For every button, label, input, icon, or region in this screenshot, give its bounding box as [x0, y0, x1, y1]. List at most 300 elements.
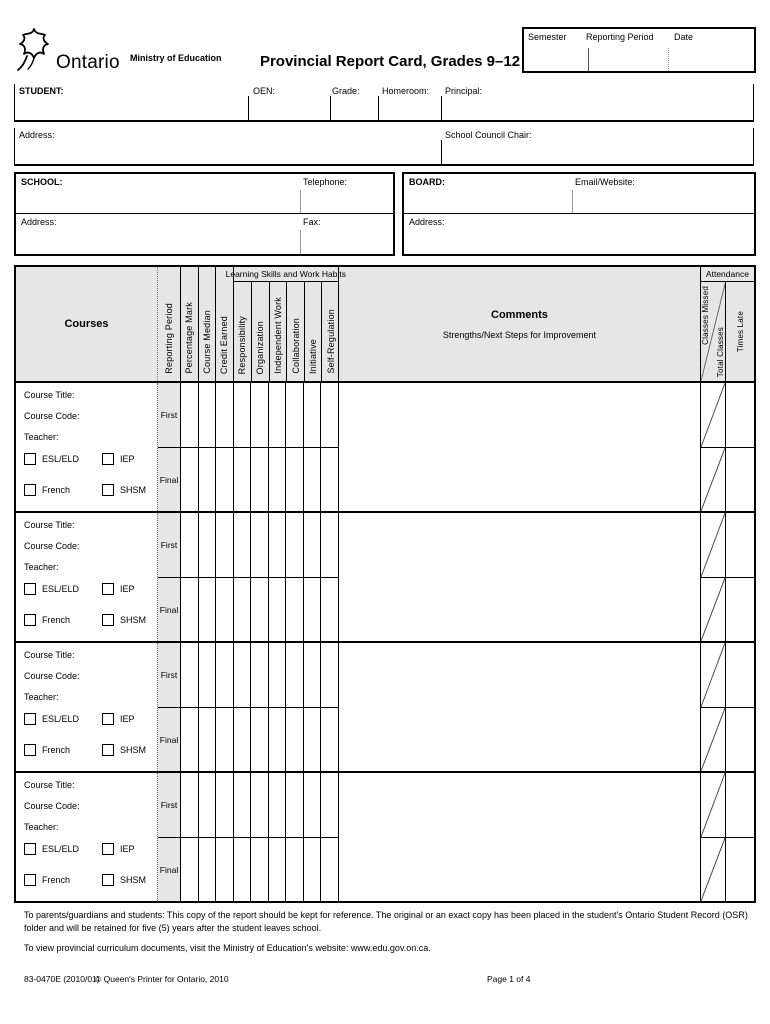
student-info-box: [14, 84, 754, 122]
responsibility-cell[interactable]: [234, 707, 251, 771]
percentage-mark-column-header: [180, 267, 198, 381]
report-card-table: [14, 265, 756, 903]
table-header: [16, 267, 754, 381]
iep-checkbox[interactable]: [102, 713, 114, 725]
self-regulation-column-header: [321, 282, 339, 381]
iep-checkbox[interactable]: [102, 583, 114, 595]
page-title: Provincial Report Card, Grades 9–12: [259, 53, 521, 70]
self-regulation-column: [320, 643, 338, 771]
french-label: French: [42, 615, 71, 625]
french-checkbox[interactable]: [24, 744, 36, 756]
classes-missed-total-cell[interactable]: [701, 513, 725, 577]
course-code-label: Course Code:: [24, 541, 80, 551]
self-regulation-cell[interactable]: [321, 513, 338, 577]
independent-work-cell[interactable]: [269, 837, 286, 901]
responsibility-column: [233, 643, 251, 771]
teacher-label: Teacher:: [24, 432, 59, 442]
reporting-period-label: Reporting Period: [586, 32, 654, 42]
student-address-field[interactable]: [15, 140, 441, 164]
self-regulation-column: [320, 513, 338, 641]
credit-earned-cell[interactable]: [216, 707, 233, 771]
initiative-column: [303, 773, 321, 901]
comments-cell[interactable]: [338, 513, 700, 641]
ontario-wordmark: Ontario: [56, 52, 120, 73]
responsibility-cell[interactable]: [234, 773, 251, 837]
diagonal-divider: [701, 708, 725, 771]
first-label: First: [160, 540, 178, 550]
comments-cell[interactable]: [338, 383, 700, 511]
independent-work-column: [268, 513, 286, 641]
comments-header-cell: [338, 267, 700, 381]
board-name-field[interactable]: [404, 186, 572, 213]
telephone-field[interactable]: [301, 186, 393, 213]
diagonal-divider: [701, 513, 725, 577]
responsibility-cell[interactable]: [234, 513, 251, 577]
diagonal-divider: [701, 773, 725, 837]
percentage-mark-cell[interactable]: [181, 577, 198, 641]
classes-missed-label: Classes Missed: [700, 286, 710, 345]
iep-label: IEP: [120, 454, 135, 464]
student-name-field[interactable]: [15, 96, 248, 120]
board-row: [404, 174, 754, 214]
fax-label: Fax:: [303, 217, 321, 227]
learning-skills-columns: [234, 282, 338, 381]
independent-work-cell[interactable]: [269, 383, 286, 447]
comments-subtitle: Strengths/Next Steps for Improvement: [442, 329, 596, 340]
credit-earned-cell[interactable]: [216, 447, 233, 511]
esl-eld-label: ESL/ELD: [42, 584, 80, 594]
shsm-label: SHSM: [120, 485, 147, 495]
principal-field[interactable]: [442, 96, 753, 120]
oen-label: OEN:: [253, 86, 276, 96]
credit-earned-cell[interactable]: [216, 577, 233, 641]
classes-missed-total-cell[interactable]: [701, 577, 725, 641]
self-regulation-cell[interactable]: [321, 383, 338, 447]
iep-checkbox[interactable]: [102, 453, 114, 465]
french-checkbox-group[interactable]: [24, 744, 70, 756]
credit-earned-column-label: Credit Earned: [219, 315, 230, 374]
course-row: [16, 641, 754, 771]
course-info-cell: [16, 383, 157, 511]
responsibility-cell[interactable]: [234, 383, 251, 447]
organization-column: [250, 513, 268, 641]
collaboration-column: [285, 643, 303, 771]
first-label: First: [160, 800, 178, 810]
times-late-column: [725, 513, 754, 641]
esl-eld-label: ESL/ELD: [42, 714, 80, 724]
percentage-mark-cell[interactable]: [181, 383, 198, 447]
collaboration-column-label: Collaboration: [290, 318, 301, 374]
final-period-label-cell: [158, 577, 180, 641]
independent-work-cell[interactable]: [269, 577, 286, 641]
percentage-mark-column-label: Percentage Mark: [184, 302, 195, 374]
esl-eld-checkbox-group[interactable]: [24, 453, 79, 465]
french-checkbox[interactable]: [24, 614, 36, 626]
shsm-label: SHSM: [120, 615, 147, 625]
course-median-cell[interactable]: [199, 447, 216, 511]
times-late-column: [725, 773, 754, 901]
collaboration-cell[interactable]: [286, 773, 303, 837]
responsibility-cell[interactable]: [234, 577, 251, 641]
course-median-cell[interactable]: [199, 383, 216, 447]
reporting-period-column: [157, 643, 180, 771]
iep-checkbox-group[interactable]: [102, 713, 135, 725]
self-regulation-cell[interactable]: [321, 837, 338, 901]
first-period-label-cell: [158, 513, 180, 577]
self-regulation-cell[interactable]: [321, 643, 338, 707]
course-title-label: Course Title:: [24, 520, 75, 530]
board-address-row: [404, 214, 754, 254]
initiative-column: [303, 643, 321, 771]
shsm-checkbox-group[interactable]: [102, 614, 146, 626]
esl-eld-checkbox-group[interactable]: [24, 843, 79, 855]
french-checkbox[interactable]: [24, 484, 36, 496]
course-median-cell[interactable]: [199, 577, 216, 641]
homeroom-label: Homeroom:: [382, 86, 430, 96]
organization-cell[interactable]: [251, 513, 268, 577]
classes-missed-total-column: [700, 513, 725, 641]
classes-missed-total-column: [700, 643, 725, 771]
self-regulation-cell[interactable]: [321, 773, 338, 837]
course-median-cell[interactable]: [199, 513, 216, 577]
initiative-cell[interactable]: [304, 383, 321, 447]
school-label: SCHOOL:: [21, 177, 63, 187]
independent-work-column: [268, 773, 286, 901]
independent-work-column-header: [269, 282, 287, 381]
credit-earned-cell[interactable]: [216, 773, 233, 837]
organization-column: [250, 773, 268, 901]
course-median-cell[interactable]: [199, 707, 216, 771]
independent-work-cell[interactable]: [269, 643, 286, 707]
organization-cell[interactable]: [251, 837, 268, 901]
iep-checkbox-group[interactable]: [102, 843, 135, 855]
board-label: BOARD:: [409, 177, 445, 187]
course-code-label: Course Code:: [24, 801, 80, 811]
page-number: Page 1 of 4: [487, 974, 531, 984]
french-checkbox-group[interactable]: [24, 484, 70, 496]
times-late-cell[interactable]: [726, 577, 754, 641]
board-address-field[interactable]: [404, 226, 754, 254]
independent-work-cell[interactable]: [269, 447, 286, 511]
collaboration-column: [285, 513, 303, 641]
percentage-mark-column: [180, 383, 198, 511]
course-code-label: Course Code:: [24, 411, 80, 421]
first-period-label-cell: [158, 383, 180, 447]
initiative-cell[interactable]: [304, 773, 321, 837]
collaboration-cell[interactable]: [286, 447, 303, 511]
french-checkbox-group[interactable]: [24, 874, 70, 886]
final-label: Final: [159, 474, 179, 485]
self-regulation-column-label: Self-Regulation: [325, 309, 336, 374]
self-regulation-cell[interactable]: [321, 707, 338, 771]
board-address-label: Address:: [409, 217, 445, 227]
organization-column: [250, 383, 268, 511]
independent-work-cell[interactable]: [269, 707, 286, 771]
independent-work-cell[interactable]: [269, 773, 286, 837]
initiative-column-header: [304, 282, 322, 381]
french-label: French: [42, 485, 71, 495]
school-box: [14, 172, 395, 256]
date-field[interactable]: [669, 41, 754, 71]
first-period-label-cell: [158, 773, 180, 837]
grade-label: Grade:: [332, 86, 360, 96]
osr-retention-note: To parents/guardians and students: This copy of the report should be kept for reference. The original or an exact copy has been placed in the student's Ontario Student Record (OSR) folder and will be retained for five (5) years after the student leaves school.: [24, 910, 748, 934]
shsm-checkbox[interactable]: [102, 744, 114, 756]
teacher-label: Teacher:: [24, 822, 59, 832]
ontario-logo: [14, 26, 120, 74]
independent-work-cell[interactable]: [269, 513, 286, 577]
initiative-column-label: Initiative: [308, 338, 319, 374]
comments-title: Comments: [491, 308, 548, 321]
iep-checkbox[interactable]: [102, 843, 114, 855]
course-info-cell: [16, 643, 157, 771]
classes-missed-total-cell[interactable]: [701, 837, 725, 901]
school-address-label: Address:: [21, 217, 57, 227]
credit-earned-cell[interactable]: [216, 513, 233, 577]
initiative-cell[interactable]: [304, 447, 321, 511]
student-label: STUDENT:: [19, 86, 64, 96]
reporting-period-field[interactable]: [589, 41, 668, 71]
times-late-column: [725, 383, 754, 511]
times-late-header: [725, 282, 753, 381]
principal-label: Principal:: [445, 86, 483, 96]
reporting-period-column: [157, 513, 180, 641]
initiative-column: [303, 513, 321, 641]
credit-earned-cell[interactable]: [216, 837, 233, 901]
esl-eld-checkbox[interactable]: [24, 453, 36, 465]
school-address-row: [16, 214, 393, 254]
iep-checkbox-group[interactable]: [102, 453, 135, 465]
reporting-period-column-header: [157, 267, 180, 381]
collaboration-cell[interactable]: [286, 577, 303, 641]
responsibility-column: [233, 773, 251, 901]
table-body: [16, 381, 754, 901]
french-checkbox-group[interactable]: [24, 614, 70, 626]
school-council-chair-field[interactable]: [442, 140, 753, 164]
first-label: First: [160, 410, 178, 420]
percentage-mark-cell[interactable]: [181, 837, 198, 901]
esl-eld-checkbox[interactable]: [24, 713, 36, 725]
classes-missed-total-cell[interactable]: [701, 773, 725, 837]
independent-work-column-label: Independent Work: [273, 297, 283, 374]
course-median-column: [198, 643, 216, 771]
final-period-label-cell: [158, 837, 180, 901]
initiative-cell[interactable]: [304, 837, 321, 901]
course-median-column-label: Course Median: [201, 310, 212, 374]
ministry-label: Ministry of Education: [130, 53, 222, 63]
iep-label: IEP: [120, 714, 135, 724]
esl-eld-checkbox[interactable]: [24, 843, 36, 855]
course-row: [16, 771, 754, 901]
course-row: [16, 511, 754, 641]
reporting-period-column-label: Reporting Period: [164, 303, 174, 374]
self-regulation-cell[interactable]: [321, 577, 338, 641]
iep-checkbox-group[interactable]: [102, 583, 135, 595]
credit-earned-cell[interactable]: [216, 383, 233, 447]
course-code-label: Course Code:: [24, 671, 80, 681]
course-median-column-header: [198, 267, 216, 381]
address-box: [14, 128, 754, 166]
collaboration-column: [285, 773, 303, 901]
classes-missed-total-cell[interactable]: [701, 643, 725, 707]
organization-cell[interactable]: [251, 577, 268, 641]
organization-cell[interactable]: [251, 773, 268, 837]
organization-cell[interactable]: [251, 447, 268, 511]
attendance-columns: [701, 282, 754, 381]
self-regulation-cell[interactable]: [321, 447, 338, 511]
organization-column: [250, 643, 268, 771]
form-number: 83-0470E (2010/01): [24, 974, 100, 984]
grade-field[interactable]: [331, 96, 378, 120]
initiative-cell[interactable]: [304, 707, 321, 771]
percentage-mark-cell[interactable]: [181, 513, 198, 577]
french-checkbox[interactable]: [24, 874, 36, 886]
organization-cell[interactable]: [251, 643, 268, 707]
shsm-checkbox[interactable]: [102, 484, 114, 496]
diagonal-divider: [701, 383, 725, 447]
collaboration-cell[interactable]: [286, 643, 303, 707]
organization-cell[interactable]: [251, 707, 268, 771]
copyright-notice: © Queen's Printer for Ontario, 2010: [95, 974, 229, 984]
iep-label: IEP: [120, 584, 135, 594]
percentage-mark-cell[interactable]: [181, 773, 198, 837]
shsm-checkbox-group[interactable]: [102, 874, 146, 886]
address-label: Address:: [19, 130, 55, 140]
initiative-column: [303, 383, 321, 511]
oen-field[interactable]: [249, 96, 330, 120]
independent-work-column: [268, 383, 286, 511]
organization-column-label: Organization: [255, 320, 266, 374]
credit-earned-column-header: [215, 267, 233, 381]
responsibility-cell[interactable]: [234, 643, 251, 707]
school-row: [16, 174, 393, 214]
school-council-chair-label: School Council Chair:: [445, 130, 532, 140]
percentage-mark-column: [180, 773, 198, 901]
final-label: Final: [159, 604, 179, 615]
shsm-checkbox[interactable]: [102, 614, 114, 626]
course-median-cell[interactable]: [199, 837, 216, 901]
courses-header-label: Courses: [64, 318, 109, 330]
credit-earned-column: [215, 513, 233, 641]
esl-eld-checkbox[interactable]: [24, 583, 36, 595]
collaboration-cell[interactable]: [286, 513, 303, 577]
esl-eld-label: ESL/ELD: [42, 454, 80, 464]
initiative-cell[interactable]: [304, 577, 321, 641]
collaboration-cell[interactable]: [286, 837, 303, 901]
french-label: French: [42, 745, 71, 755]
responsibility-cell[interactable]: [234, 837, 251, 901]
final-period-label-cell: [158, 707, 180, 771]
credit-earned-column: [215, 773, 233, 901]
percentage-mark-cell[interactable]: [181, 707, 198, 771]
french-label: French: [42, 875, 71, 885]
reporting-period-column: [157, 773, 180, 901]
responsibility-column: [233, 383, 251, 511]
comments-cell[interactable]: [338, 643, 700, 771]
times-late-cell[interactable]: [726, 773, 754, 837]
times-late-cell[interactable]: [726, 447, 754, 511]
course-info-cell: [16, 773, 157, 901]
email-website-label: Email/Website:: [575, 177, 635, 187]
classes-missed-total-column: [700, 383, 725, 511]
times-late-cell[interactable]: [726, 707, 754, 771]
attendance-group: [700, 267, 754, 381]
independent-work-column: [268, 643, 286, 771]
course-median-column: [198, 513, 216, 641]
credit-earned-column: [215, 643, 233, 771]
organization-cell[interactable]: [251, 383, 268, 447]
self-regulation-column: [320, 773, 338, 901]
semester-field[interactable]: [524, 41, 588, 71]
responsibility-column-header: [234, 282, 252, 381]
times-late-cell[interactable]: [726, 837, 754, 901]
initiative-cell[interactable]: [304, 643, 321, 707]
course-median-cell[interactable]: [199, 643, 216, 707]
percentage-mark-cell[interactable]: [181, 643, 198, 707]
shsm-checkbox[interactable]: [102, 874, 114, 886]
times-late-label: Times Late: [735, 310, 745, 353]
times-late-cell[interactable]: [726, 643, 754, 707]
initiative-cell[interactable]: [304, 513, 321, 577]
first-label: First: [160, 670, 178, 680]
learning-skills-group: [225, 267, 346, 381]
esl-eld-label: ESL/ELD: [42, 844, 80, 854]
diagonal-divider: [701, 838, 725, 901]
percentage-mark-cell[interactable]: [181, 447, 198, 511]
classes-missed-total-cell[interactable]: [701, 447, 725, 511]
self-regulation-column: [320, 383, 338, 511]
collaboration-column: [285, 383, 303, 511]
total-classes-label: Total Classes: [716, 326, 726, 377]
homeroom-field[interactable]: [379, 96, 441, 120]
collaboration-cell[interactable]: [286, 707, 303, 771]
email-website-field[interactable]: [573, 186, 754, 213]
times-late-column: [725, 643, 754, 771]
learning-skills-header-label: Learning Skills and Work Habits: [225, 269, 346, 279]
shsm-checkbox-group[interactable]: [102, 484, 146, 496]
semester-box: [522, 27, 756, 73]
teacher-label: Teacher:: [24, 562, 59, 572]
collaboration-cell[interactable]: [286, 383, 303, 447]
esl-eld-checkbox-group[interactable]: [24, 583, 79, 595]
classes-missed-total-cell[interactable]: [701, 707, 725, 771]
classes-missed-total-cell[interactable]: [701, 383, 725, 447]
responsibility-cell[interactable]: [234, 447, 251, 511]
shsm-checkbox-group[interactable]: [102, 744, 146, 756]
school-address-field[interactable]: [16, 226, 300, 254]
course-title-label: Course Title:: [24, 390, 75, 400]
classes-missed-total-header: [701, 282, 726, 381]
course-info-cell: [16, 513, 157, 641]
teacher-label: Teacher:: [24, 692, 59, 702]
course-median-cell[interactable]: [199, 773, 216, 837]
curriculum-website-note: To view provincial curriculum documents, visit the Ministry of Education's website: www.edu.gov.on.ca.: [24, 943, 431, 953]
course-median-column: [198, 773, 216, 901]
esl-eld-checkbox-group[interactable]: [24, 713, 79, 725]
school-name-field[interactable]: [16, 186, 300, 213]
times-late-cell[interactable]: [726, 513, 754, 577]
classes-missed-total-column: [700, 773, 725, 901]
comments-cell[interactable]: [338, 773, 700, 901]
fax-field[interactable]: [301, 226, 393, 254]
responsibility-column-label: Responsibility: [237, 315, 248, 374]
course-title-label: Course Title:: [24, 650, 75, 660]
date-label: Date: [674, 32, 694, 42]
credit-earned-cell[interactable]: [216, 643, 233, 707]
times-late-cell[interactable]: [726, 383, 754, 447]
percentage-mark-column: [180, 513, 198, 641]
shsm-label: SHSM: [120, 875, 147, 885]
